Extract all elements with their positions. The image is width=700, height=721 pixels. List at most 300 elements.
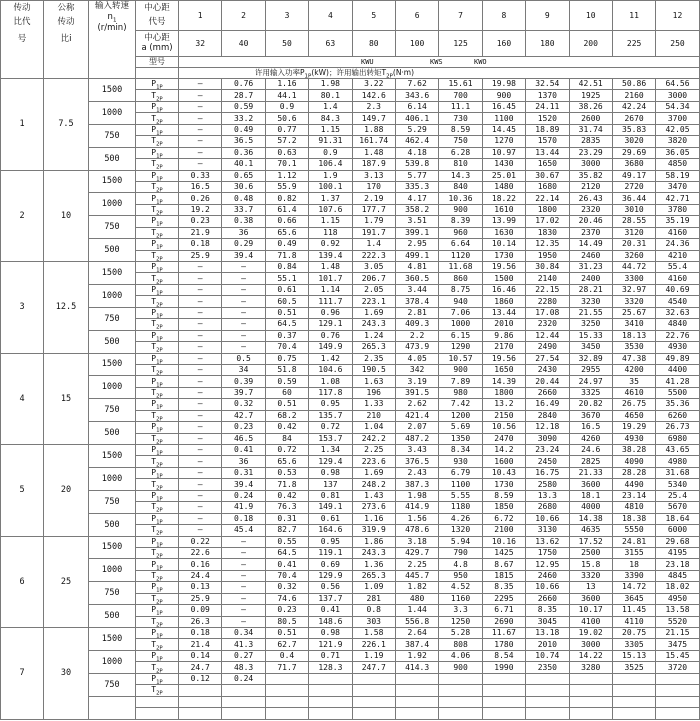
power-value: 20.82	[570, 399, 612, 409]
power-value: 15.13	[613, 651, 655, 661]
torque-value: 41.3	[222, 639, 264, 649]
symbol-main: T	[151, 479, 157, 489]
blank-header-cell	[136, 68, 178, 78]
size-code-cell: 11	[613, 1, 655, 30]
row-label-torque	[136, 273, 178, 283]
power-value: 6.71	[483, 605, 525, 615]
power-value: 20.44	[526, 376, 568, 386]
symbol-main: T	[151, 685, 157, 695]
power-value: 1.04	[353, 422, 395, 432]
power-value: 2.81	[396, 308, 438, 318]
power-value: 28.28	[613, 468, 655, 478]
torque-value: 190.5	[353, 365, 395, 375]
power-value: 36.44	[613, 193, 655, 203]
torque-value: 39.4	[222, 251, 264, 261]
input-speed-cell: 500	[89, 514, 135, 536]
row-label-power	[136, 697, 178, 707]
symbol-sub: 2P	[156, 622, 163, 627]
row-label-power	[136, 514, 178, 524]
symbol-sub: 2P	[156, 393, 163, 399]
row-label-power	[136, 537, 178, 547]
torque-value: 303	[353, 617, 395, 627]
torque-value: 980	[439, 388, 481, 398]
power-value: 9.86	[483, 331, 525, 341]
torque-value: 1000	[439, 319, 481, 329]
power-value: 0.92	[309, 239, 351, 249]
power-value: 3.05	[353, 262, 395, 272]
group-code-cell: 3	[1, 262, 43, 353]
torque-value: —	[179, 273, 221, 283]
power-value: 0.23	[222, 422, 264, 432]
torque-value: 399.1	[396, 228, 438, 238]
power-value: 10.36	[439, 193, 481, 203]
power-value: —	[179, 148, 221, 158]
power-value: 0.26	[179, 193, 221, 203]
power-value	[266, 697, 308, 707]
torque-value: —	[222, 548, 264, 558]
power-value: 30.67	[526, 171, 568, 181]
torque-value: 930	[439, 456, 481, 466]
torque-value: —	[179, 456, 221, 466]
symbol-sub: 2P	[156, 576, 163, 582]
symbol-main: T	[151, 571, 157, 581]
power-value: 8.34	[439, 445, 481, 455]
power-value: —	[222, 262, 264, 272]
power-value: 13.62	[526, 537, 568, 547]
torque-value: 41.9	[222, 502, 264, 512]
power-value: 16.5	[570, 422, 612, 432]
nominal-ratio-header	[44, 1, 88, 78]
symbol-sub: 1P	[156, 359, 163, 364]
row-label-power	[136, 285, 178, 295]
torque-value	[353, 685, 395, 695]
torque-value: —	[179, 342, 221, 352]
symbol-sub: 1P	[156, 473, 163, 479]
center-distance-cell: 200	[570, 31, 612, 56]
note-part: (kW)；许用输出转矩T	[311, 68, 387, 77]
torque-value	[266, 708, 308, 718]
size-code-cell: 10	[570, 1, 612, 30]
symbol-sub: 1P	[156, 565, 163, 570]
power-value: 24.11	[526, 102, 568, 112]
torque-value: 730	[439, 113, 481, 123]
power-value: 42.71	[656, 193, 698, 203]
row-symbol	[151, 445, 162, 455]
torque-value: 51.8	[266, 365, 308, 375]
torque-value: 2660	[526, 594, 568, 604]
power-value	[613, 697, 655, 707]
power-value: —	[179, 376, 221, 386]
row-symbol	[151, 628, 162, 638]
power-value: 4.8	[439, 559, 481, 569]
torque-value: 1200	[439, 411, 481, 421]
power-value: 0.51	[266, 628, 308, 638]
power-value: —	[179, 285, 221, 295]
torque-value: 4930	[613, 434, 655, 444]
row-symbol	[151, 251, 162, 261]
torque-value: 91.31	[309, 136, 351, 146]
power-value: 7.89	[439, 376, 481, 386]
power-value: 0.42	[266, 422, 308, 432]
power-value: 0.96	[309, 308, 351, 318]
torque-value: 3670	[570, 411, 612, 421]
torque-value: 149.7	[353, 113, 395, 123]
torque-value: 2660	[526, 388, 568, 398]
torque-value: —	[179, 411, 221, 421]
power-value: 0.95	[309, 399, 351, 409]
row-symbol	[151, 274, 162, 284]
row-label-power	[136, 239, 178, 249]
power-value: 14.72	[613, 582, 655, 592]
torque-value: 273.6	[353, 502, 395, 512]
torque-value: —	[222, 296, 264, 306]
row-label-torque	[136, 411, 178, 421]
symbol-sub: 2P	[156, 599, 163, 605]
power-value: —	[179, 354, 221, 364]
row-symbol	[151, 182, 162, 192]
row-symbol	[151, 205, 162, 215]
power-value: 2.05	[353, 285, 395, 295]
power-value: 0.72	[309, 422, 351, 432]
row-symbol	[151, 514, 162, 524]
row-symbol	[151, 663, 162, 673]
power-value: 32.97	[613, 285, 655, 295]
symbol-sub: 2P	[156, 462, 163, 467]
input-speed-cell: 750	[89, 308, 135, 330]
note-sub: 2P	[386, 73, 393, 78]
power-value: 2.07	[396, 422, 438, 432]
torque-value: 119.1	[309, 548, 351, 558]
row-label-torque	[136, 113, 178, 123]
torque-value: 1430	[483, 159, 525, 169]
power-value: 0.51	[266, 308, 308, 318]
torque-value: 421.4	[396, 411, 438, 421]
torque-value: 3720	[656, 662, 698, 672]
power-value: 16.45	[483, 102, 525, 112]
power-value: 58.19	[656, 171, 698, 181]
symbol-main: T	[151, 136, 157, 146]
row-symbol	[151, 480, 162, 490]
torque-value: 700	[439, 90, 481, 100]
symbol-main: P	[151, 147, 157, 157]
power-value: 8.39	[439, 216, 481, 226]
torque-value: 137.7	[309, 594, 351, 604]
torque-value: 1480	[483, 182, 525, 192]
power-value: 13.2	[483, 399, 525, 409]
power-value	[570, 697, 612, 707]
torque-value: 900	[439, 662, 481, 672]
row-symbol	[151, 171, 162, 181]
power-value: 0.16	[179, 559, 221, 569]
symbol-sub: 1P	[156, 610, 163, 616]
row-label-torque	[136, 479, 178, 489]
group-code-cell: 1	[1, 79, 43, 170]
torque-value: 3230	[570, 296, 612, 306]
symbol-sub: 2P	[156, 325, 163, 330]
size-code-cell: 7	[439, 1, 481, 30]
power-value	[266, 674, 308, 684]
torque-value: 1730	[483, 479, 525, 489]
group-code-cell: 6	[1, 537, 43, 628]
power-value	[526, 697, 568, 707]
torque-value: 33.7	[222, 205, 264, 215]
symbol-main: T	[151, 662, 157, 672]
row-label-torque	[136, 228, 178, 238]
power-value: 10.17	[570, 605, 612, 615]
symbol-main: T	[151, 616, 157, 626]
row-symbol	[151, 502, 162, 512]
power-value: 0.66	[266, 216, 308, 226]
torque-value: 480	[396, 594, 438, 604]
torque-value: 70.1	[266, 159, 308, 169]
model-row	[179, 57, 699, 67]
power-value: 0.41	[222, 445, 264, 455]
power-value: —	[222, 582, 264, 592]
torque-value: 4635	[570, 525, 612, 535]
torque-value: 4540	[656, 296, 698, 306]
symbol-main: T	[151, 250, 157, 260]
symbol-sub: 1P	[156, 588, 163, 593]
torque-value	[570, 685, 612, 695]
torque-value	[526, 685, 568, 695]
power-value	[179, 697, 221, 707]
torque-value: 378.4	[396, 296, 438, 306]
torque-value: 1650	[526, 159, 568, 169]
torque-value: 487.2	[396, 434, 438, 444]
torque-value: 34	[222, 365, 264, 375]
torque-value: 107.6	[309, 205, 351, 215]
power-value: 35.83	[613, 125, 655, 135]
row-symbol	[151, 434, 162, 444]
power-value: 8.35	[483, 582, 525, 592]
power-value: 1.86	[353, 537, 395, 547]
torque-value: 2010	[526, 639, 568, 649]
torque-value: 106.4	[309, 159, 351, 169]
row-symbol	[151, 491, 162, 501]
power-value: 4.18	[396, 148, 438, 158]
torque-value: 36.5	[222, 136, 264, 146]
torque-value	[613, 685, 655, 695]
torque-value: 342	[396, 365, 438, 375]
power-value: 22.76	[656, 331, 698, 341]
torque-value: 1370	[526, 90, 568, 100]
torque-value: 82.7	[266, 525, 308, 535]
symbol-sub: 1P	[156, 153, 163, 159]
power-value: 0.81	[309, 491, 351, 501]
symbol-sub: 2P	[156, 485, 163, 490]
row-symbol	[151, 79, 162, 89]
torque-value: 462.4	[396, 136, 438, 146]
input-speed-cell: 1500	[89, 354, 135, 376]
row-symbol	[151, 308, 162, 318]
torque-value: 210	[353, 411, 395, 421]
row-label-torque	[136, 205, 178, 215]
symbol-sub: 2P	[156, 142, 163, 147]
power-value: 8.75	[439, 285, 481, 295]
torque-value: —	[179, 525, 221, 535]
row-symbol	[151, 297, 162, 307]
row-symbol	[151, 605, 162, 615]
power-value: 1.12	[266, 171, 308, 181]
group-code-cell: 5	[1, 445, 43, 536]
power-value: —	[222, 605, 264, 615]
symbol-main: P	[151, 490, 157, 500]
power-value: 1.4	[309, 102, 351, 112]
torque-value: 3000	[570, 639, 612, 649]
nominal-ratio-cell: 12.5	[44, 262, 88, 353]
center-distance-header	[136, 31, 178, 56]
power-value: 3.13	[353, 171, 395, 181]
symbol-main: n	[107, 12, 113, 22]
torque-value	[483, 708, 525, 718]
input-speed-cell: 1000	[89, 559, 135, 581]
torque-value: 2400	[570, 273, 612, 283]
input-speed-cell: 750	[89, 399, 135, 421]
torque-value: 71.8	[266, 479, 308, 489]
power-value: 0.48	[222, 193, 264, 203]
symbol-main: T	[151, 205, 157, 215]
torque-value: 1350	[439, 434, 481, 444]
row-label-torque	[136, 685, 178, 695]
torque-value: 2720	[613, 182, 655, 192]
torque-value: 19.2	[179, 205, 221, 215]
torque-value: 100.1	[309, 182, 351, 192]
power-value	[353, 674, 395, 684]
torque-value: 3780	[656, 205, 698, 215]
power-value: 25.01	[483, 171, 525, 181]
center-distance-cell: 225	[613, 31, 655, 56]
torque-value: 25.9	[179, 594, 221, 604]
torque-value: 71.8	[266, 251, 308, 261]
power-value: 13.44	[526, 148, 568, 158]
row-label-power	[136, 582, 178, 592]
torque-value	[439, 685, 481, 695]
torque-value: —	[179, 479, 221, 489]
torque-value: 5520	[656, 617, 698, 627]
torque-value: —	[222, 273, 264, 283]
torque-value: 4845	[656, 571, 698, 581]
power-value: 14.39	[483, 376, 525, 386]
torque-value: 76.3	[266, 502, 308, 512]
torque-value: 2470	[483, 434, 525, 444]
row-label-power	[136, 605, 178, 615]
row-label-torque	[136, 571, 178, 581]
torque-value	[309, 708, 351, 718]
power-value: 0.31	[266, 514, 308, 524]
torque-value: 1860	[483, 296, 525, 306]
power-value: 0.27	[222, 651, 264, 661]
torque-value: 790	[439, 548, 481, 558]
nominal-ratio-cell: 15	[44, 354, 88, 445]
nominal-ratio-cell: 25	[44, 537, 88, 628]
power-value: 32.54	[526, 79, 568, 89]
symbol-sub: 1P	[156, 199, 163, 204]
power-value: 20.31	[613, 239, 655, 249]
power-value: 41.28	[656, 376, 698, 386]
row-symbol	[151, 365, 162, 375]
row-symbol	[151, 239, 162, 249]
power-value: 0.76	[222, 79, 264, 89]
input-speed-cell: 1000	[89, 102, 135, 124]
torque-value: 2580	[526, 479, 568, 489]
symbol-sub: 2P	[156, 370, 163, 376]
torque-value: 2500	[570, 548, 612, 558]
power-value: 18.1	[570, 491, 612, 501]
input-speed-cell: 500	[89, 605, 135, 627]
torque-value: 409.3	[396, 319, 438, 329]
power-value: 5.94	[439, 537, 481, 547]
power-value: —	[179, 308, 221, 318]
power-value: 18.13	[613, 331, 655, 341]
symbol-sub: 1P	[156, 382, 163, 387]
power-value: 64.56	[656, 79, 698, 89]
power-value: 13.99	[483, 216, 525, 226]
power-value: 5.77	[396, 171, 438, 181]
power-value: 8.59	[483, 491, 525, 501]
power-value: 0.98	[309, 628, 351, 638]
torque-value: 3410	[613, 319, 655, 329]
torque-value: 68.2	[266, 411, 308, 421]
torque-value: 44.1	[266, 90, 308, 100]
power-value: 28.21	[570, 285, 612, 295]
symbol-main: P	[151, 445, 157, 455]
power-value: 14.38	[570, 514, 612, 524]
input-speed-cell: 750	[89, 491, 135, 513]
note-sub: 1P	[304, 73, 312, 78]
torque-value: 4260	[570, 434, 612, 444]
torque-value: 1270	[483, 136, 525, 146]
power-value: 49.17	[613, 171, 655, 181]
power-value	[483, 697, 525, 707]
power-value: 1.98	[396, 491, 438, 501]
power-value: —	[179, 514, 221, 524]
symbol-main: P	[151, 262, 157, 272]
torque-value: 3305	[613, 639, 655, 649]
size-code-header	[136, 1, 178, 30]
torque-value: 387.3	[396, 479, 438, 489]
center-distance-cell: 32	[179, 31, 221, 56]
row-symbol	[151, 560, 162, 570]
power-value	[526, 674, 568, 684]
torque-value: 1320	[439, 525, 481, 535]
torque-value: 64.5	[266, 319, 308, 329]
power-value: 0.8	[353, 605, 395, 615]
row-label-power	[136, 559, 178, 569]
power-value	[309, 674, 351, 684]
power-value: 7.06	[439, 308, 481, 318]
torque-value: 265.3	[353, 342, 395, 352]
torque-value: 1570	[526, 136, 568, 146]
torque-value: 164.6	[309, 525, 351, 535]
torque-value: 840	[439, 182, 481, 192]
torque-value: 118	[309, 228, 351, 238]
torque-value: 46.5	[222, 434, 264, 444]
torque-value: —	[179, 296, 221, 306]
torque-value: 4400	[656, 365, 698, 375]
row-label-power	[136, 674, 178, 684]
power-value: 0.32	[222, 399, 264, 409]
torque-value: 429.7	[396, 548, 438, 558]
torque-value: 1520	[526, 113, 568, 123]
torque-value: 5550	[613, 525, 655, 535]
torque-value: 16.5	[179, 182, 221, 192]
symbol-main: P	[151, 651, 157, 661]
torque-value: 26.3	[179, 617, 221, 627]
row-symbol	[151, 91, 162, 101]
power-value: 0.76	[309, 331, 351, 341]
symbol-main: T	[151, 273, 157, 283]
size-code-cell: 1	[179, 1, 221, 30]
